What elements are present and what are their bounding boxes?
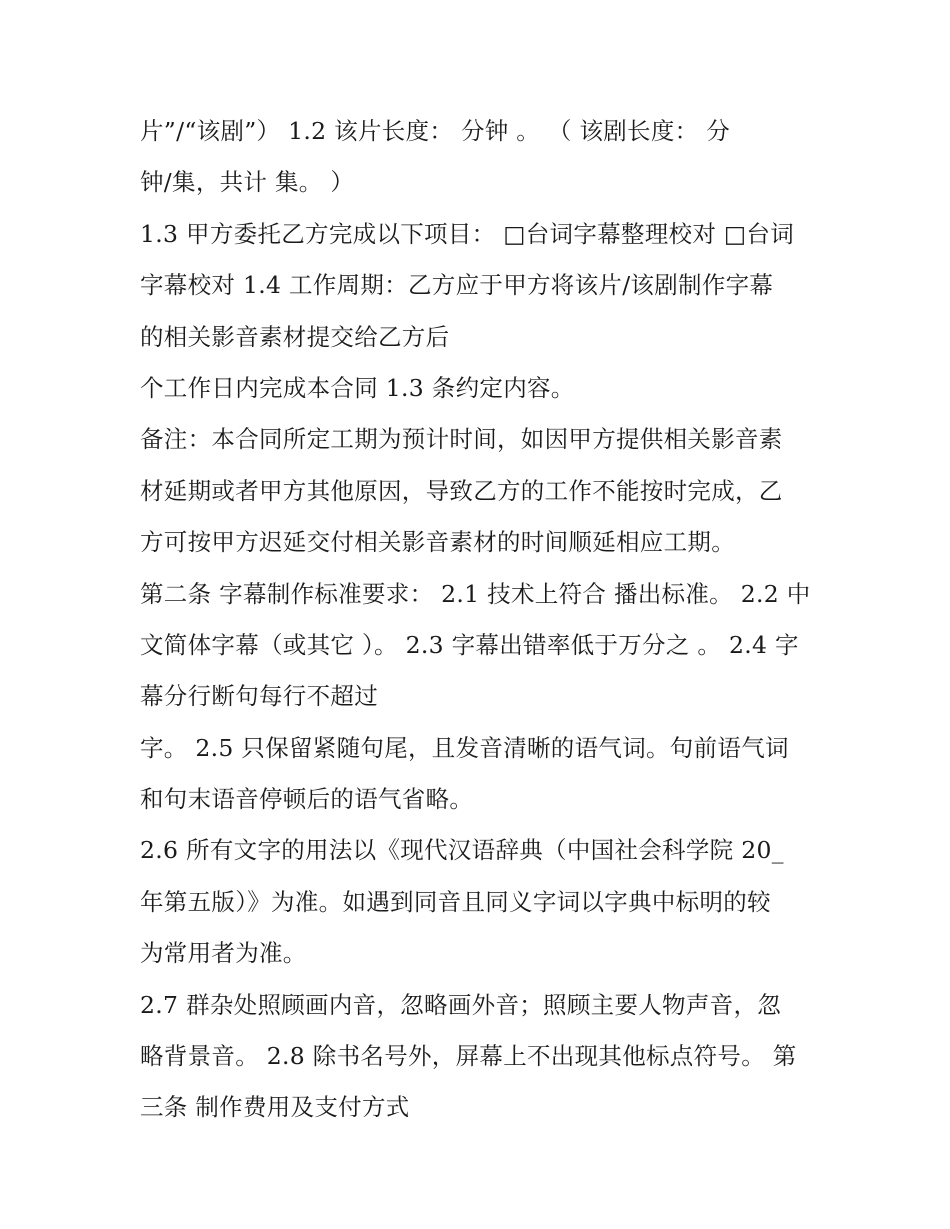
text-line: 方可按甲方迟延交付相关影音素材的时间顺延相应工期。 xyxy=(140,528,735,557)
text-line: 2.6 所有文字的用法以《现代汉语辞典（中国社会科学院 20_ xyxy=(140,836,784,865)
text-line: 2.7 群杂处照顾画内音，忽略画外音；照顾主要人物声音，忽 xyxy=(140,990,782,1019)
text-line: 年第五版）》为准。如遇到同音且同义字词以字典中标明的较 xyxy=(140,887,771,916)
text-line: 字幕校对 1.4 工作周期：乙方应于甲方将该片/该剧制作字幕 xyxy=(140,271,774,300)
text-line: 幕分行断句每行不超过 xyxy=(140,682,378,711)
text-line: 字。 2.5 只保留紧随句尾，且发音清晰的语气词。句前语气词 xyxy=(140,733,789,762)
text-line: 1.3 甲方委托乙方完成以下项目： □台词字幕整理校对 □台词 xyxy=(140,219,794,248)
text-line: 个工作日内完成本合同 1.3 条约定内容。 xyxy=(140,373,575,402)
text-line: 文简体字幕（或其它 ）。 2.3 字幕出错率低于万分之 。 2.4 字 xyxy=(140,630,799,659)
text-line: 略背景音。 2.8 除书名号外，屏幕上不出现其他标点符号。 第 xyxy=(140,1042,797,1071)
text-line: 材延期或者甲方其他原因，导致乙方的工作不能按时完成，乙 xyxy=(140,476,783,505)
text-line: 为常用者为准。 xyxy=(140,939,307,968)
contract-text xyxy=(140,106,820,1134)
text-line: 和句末语音停顿后的语气省略。 xyxy=(140,785,474,814)
text-line: 片”/“该剧”） 1.2 该片长度： 分钟 。 （ 该剧长度： 分 xyxy=(140,117,731,145)
text-line: 的相关影音素材提交给乙方后 xyxy=(140,322,450,351)
text-line: 备注：本合同所定工期为预计时间，如因甲方提供相关影音素 xyxy=(140,425,783,454)
text-line: 三条 制作费用及支付方式 xyxy=(140,1093,410,1122)
text-line: 钟/集，共计 集。 ） xyxy=(140,168,355,197)
text-line: 第二条 字幕制作标准要求： 2.1 技术上符合 播出标准。 2.2 中 xyxy=(140,579,811,608)
